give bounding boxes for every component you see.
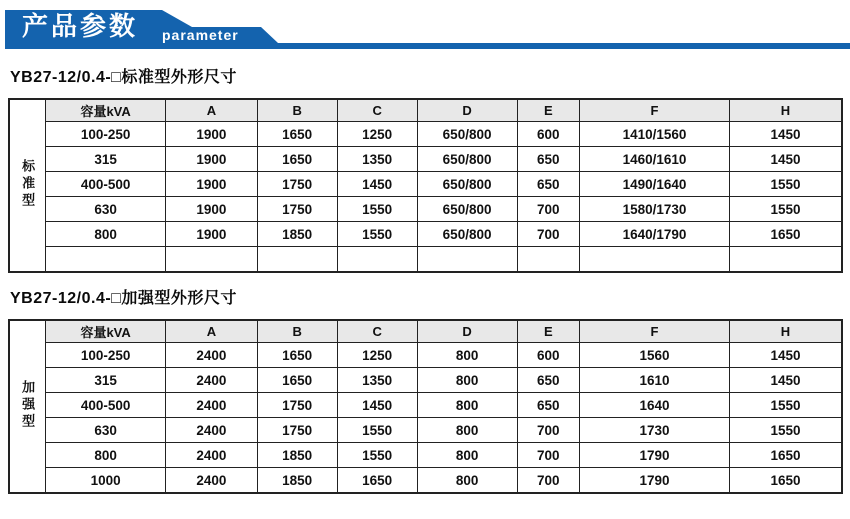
table-row	[9, 443, 842, 468]
standard-dimensions-table	[8, 98, 843, 273]
dimension-cell	[580, 247, 730, 273]
side-label: 加强型	[20, 379, 36, 431]
dimension-cell	[417, 247, 517, 273]
dimension-cell: 700	[517, 197, 579, 222]
table-row	[9, 122, 842, 147]
header-row	[9, 99, 842, 122]
dimension-cell	[257, 247, 337, 273]
column-header-4: D	[417, 320, 517, 343]
dimension-cell: 1640	[580, 393, 730, 418]
dimension-cell: 700	[517, 418, 579, 443]
header-row	[9, 320, 842, 343]
page-subtitle: parameter	[162, 27, 239, 43]
reinforced-dimensions-table	[8, 319, 843, 494]
dimension-cell: 1650	[257, 122, 337, 147]
column-header-7: H	[729, 320, 842, 343]
reinforced-type-section	[0, 288, 850, 494]
dimension-cell: 600	[517, 343, 579, 368]
table-row	[9, 368, 842, 393]
table-row	[9, 197, 842, 222]
dimension-cell: 650/800	[417, 222, 517, 247]
dimension-cell: 1450	[729, 147, 842, 172]
capacity-cell: 400-500	[46, 172, 166, 197]
table-row	[9, 247, 842, 273]
dimension-cell: 700	[517, 443, 579, 468]
dimension-cell: 650	[517, 147, 579, 172]
dimension-cell: 1790	[580, 443, 730, 468]
capacity-cell: 630	[46, 418, 166, 443]
dimension-cell: 1450	[337, 172, 417, 197]
column-header-4: D	[417, 99, 517, 122]
dimension-cell: 1900	[166, 122, 258, 147]
dimension-cell: 1850	[257, 443, 337, 468]
standard-table-title: YB27-12/0.4-□标准型外形尺寸	[10, 69, 237, 86]
dimension-cell: 1900	[166, 197, 258, 222]
dimension-cell: 1750	[257, 197, 337, 222]
side-label-cell	[9, 320, 46, 493]
dimension-cell: 650/800	[417, 172, 517, 197]
dimension-cell: 1750	[257, 418, 337, 443]
dimension-cell: 1650	[257, 343, 337, 368]
dimension-cell: 650/800	[417, 122, 517, 147]
capacity-cell: 400-500	[46, 393, 166, 418]
table-row	[9, 222, 842, 247]
dimension-cell: 800	[417, 368, 517, 393]
column-header-5: E	[517, 99, 579, 122]
capacity-cell: 800	[46, 443, 166, 468]
page-header-banner	[0, 0, 850, 52]
table-row	[9, 468, 842, 494]
dimension-cell: 650/800	[417, 197, 517, 222]
dimension-cell: 1250	[337, 343, 417, 368]
dimension-cell: 1450	[729, 343, 842, 368]
dimension-cell: 1850	[257, 468, 337, 494]
table-row	[9, 172, 842, 197]
dimension-cell: 1250	[337, 122, 417, 147]
table-row	[9, 393, 842, 418]
dimension-cell: 800	[417, 393, 517, 418]
dimension-cell: 650	[517, 368, 579, 393]
dimension-cell: 1650	[257, 368, 337, 393]
side-label: 标准型	[20, 158, 36, 210]
dimension-cell: 1550	[337, 222, 417, 247]
dimension-cell: 1550	[729, 197, 842, 222]
capacity-cell: 315	[46, 147, 166, 172]
dimension-cell: 1850	[257, 222, 337, 247]
dimension-cell: 1560	[580, 343, 730, 368]
dimension-cell: 1900	[166, 222, 258, 247]
dimension-cell: 1580/1730	[580, 197, 730, 222]
dimension-cell: 1640/1790	[580, 222, 730, 247]
dimension-cell: 1550	[729, 418, 842, 443]
dimension-cell: 2400	[166, 468, 258, 494]
reinforced-table-title: YB27-12/0.4-□加强型外形尺寸	[10, 290, 237, 307]
capacity-cell	[46, 247, 166, 273]
dimension-cell: 1650	[257, 147, 337, 172]
dimension-cell: 650	[517, 172, 579, 197]
dimension-cell: 1750	[257, 172, 337, 197]
dimension-cell: 650/800	[417, 147, 517, 172]
dimension-cell: 1450	[337, 393, 417, 418]
dimension-cell: 1650	[729, 468, 842, 494]
dimension-cell: 650	[517, 393, 579, 418]
dimension-cell	[337, 247, 417, 273]
dimension-cell: 600	[517, 122, 579, 147]
dimension-cell: 800	[417, 418, 517, 443]
column-header-7: H	[729, 99, 842, 122]
column-header-3: C	[337, 320, 417, 343]
dimension-cell: 1750	[257, 393, 337, 418]
dimension-cell: 1900	[166, 147, 258, 172]
column-header-0: 容量kVA	[46, 99, 166, 122]
dimension-cell: 1550	[337, 418, 417, 443]
side-label-cell	[9, 99, 46, 272]
dimension-cell: 1460/1610	[580, 147, 730, 172]
column-header-1: A	[166, 99, 258, 122]
column-header-2: B	[257, 320, 337, 343]
capacity-cell: 800	[46, 222, 166, 247]
dimension-cell: 1410/1560	[580, 122, 730, 147]
column-header-3: C	[337, 99, 417, 122]
dimension-cell: 1490/1640	[580, 172, 730, 197]
page-title: 产品参数	[22, 11, 139, 41]
dimension-cell: 1730	[580, 418, 730, 443]
dimension-cell: 1350	[337, 368, 417, 393]
column-header-0: 容量kVA	[46, 320, 166, 343]
capacity-cell: 630	[46, 197, 166, 222]
dimension-cell: 1650	[337, 468, 417, 494]
capacity-cell: 315	[46, 368, 166, 393]
dimension-cell	[729, 247, 842, 273]
dimension-cell: 700	[517, 468, 579, 494]
table-row	[9, 343, 842, 368]
column-header-1: A	[166, 320, 258, 343]
dimension-cell: 1450	[729, 368, 842, 393]
column-header-6: F	[580, 320, 730, 343]
dimension-cell: 1450	[729, 122, 842, 147]
column-header-2: B	[257, 99, 337, 122]
dimension-cell: 1650	[729, 222, 842, 247]
dimension-cell: 800	[417, 443, 517, 468]
dimension-cell: 800	[417, 343, 517, 368]
table-row	[9, 418, 842, 443]
dimension-cell: 1350	[337, 147, 417, 172]
capacity-cell: 1000	[46, 468, 166, 494]
dimension-cell: 800	[417, 468, 517, 494]
column-header-5: E	[517, 320, 579, 343]
dimension-cell: 1610	[580, 368, 730, 393]
standard-type-section	[0, 67, 850, 273]
capacity-cell: 100-250	[46, 122, 166, 147]
dimension-cell: 1650	[729, 443, 842, 468]
dimension-cell: 1550	[337, 443, 417, 468]
dimension-cell: 700	[517, 222, 579, 247]
dimension-cell: 1550	[729, 172, 842, 197]
dimension-cell	[166, 247, 258, 273]
dimension-cell: 1550	[729, 393, 842, 418]
dimension-cell: 2400	[166, 368, 258, 393]
dimension-cell	[517, 247, 579, 273]
dimension-cell: 1900	[166, 172, 258, 197]
dimension-cell: 1790	[580, 468, 730, 494]
dimension-cell: 1550	[337, 197, 417, 222]
column-header-6: F	[580, 99, 730, 122]
capacity-cell: 100-250	[46, 343, 166, 368]
dimension-cell: 2400	[166, 343, 258, 368]
dimension-cell: 2400	[166, 393, 258, 418]
table-row	[9, 147, 842, 172]
dimension-cell: 2400	[166, 418, 258, 443]
dimension-cell: 2400	[166, 443, 258, 468]
